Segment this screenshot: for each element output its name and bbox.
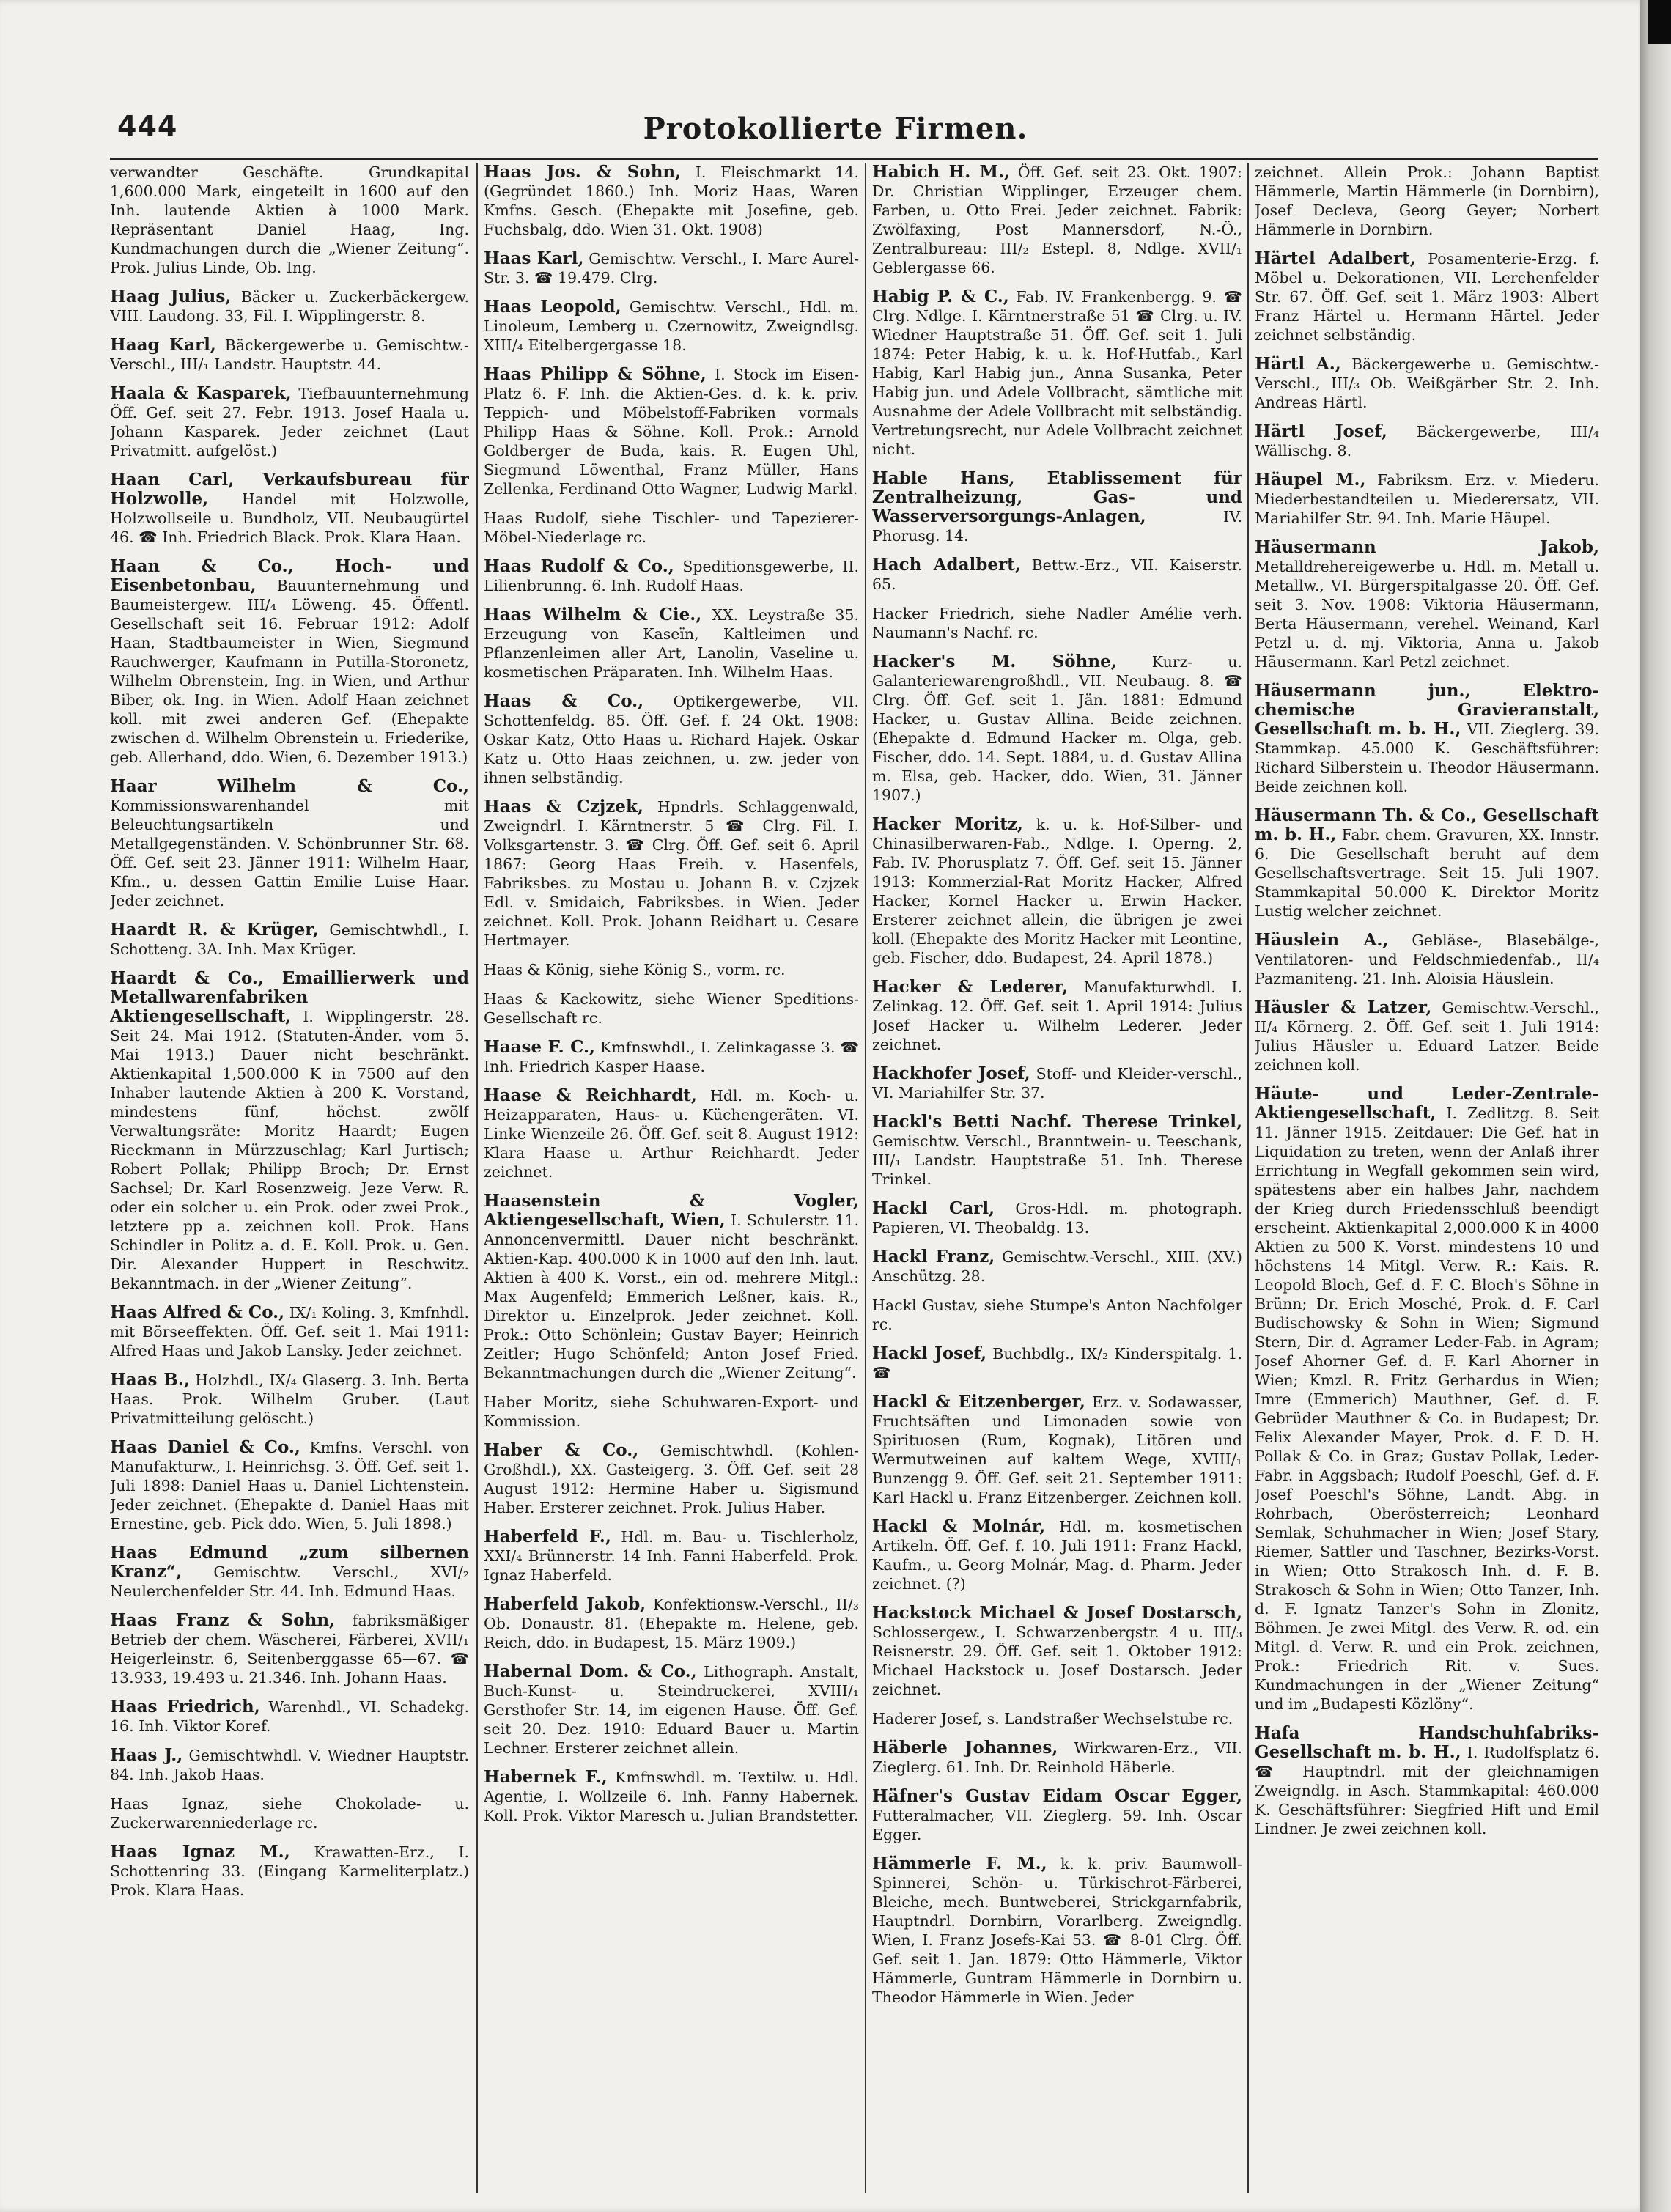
firm-name: Härtl A.,: [1255, 354, 1341, 374]
firm-entry: [872, 556, 1242, 594]
firm-entry: [484, 797, 859, 950]
firm-details: Schlossergew., I. Schwarzenbergstr. 4 u. III/₃ Reisnerstr. 29. Öff. Gef. seit 1. Oktober 1912: Michael Hackstock u. Josef Dostarsch. Jeder zeichnet.: [872, 1623, 1242, 1698]
firm-details: Speditionsgewerbe, II. Lilienbrunng. 6. Inh. Rudolf Haas.: [484, 558, 859, 594]
firm-name: Haas Philipp & Söhne,: [484, 364, 707, 384]
firm-details: VII. Zieglerg. 39. Stammkap. 45.000 K. Geschäftsführer: Richard Silberstein u. Theodor Häusermann. Beide zeichnen koll.: [1255, 720, 1599, 795]
firm-details: Hdl. m. kosmetischen Artikeln. Öff. Gef. f. 10. Juli 1911: Franz Hackl, Kaufm., u. Georg Molnár, Mag. d. Pharm. Jeder zeichnet. (?): [872, 1518, 1242, 1593]
firm-entry: [484, 989, 859, 1028]
firm-details: I. Zedlitzg. 8. Seit 11. Jänner 1915. Zeitdauer: Die Gef. hat in Liquidation zu treten, wenn der Anlaß ihrer Errichtung in Wegfall gekommen sein wird, spätestens aber ein halbes Jahr, nachdem der Krieg durch Friedensschluß beendigt erscheint. Aktienkapital 2,000.000 K in 4000 Aktien zu 500 K. Vorst. mindestens 10 und höchstens 14 Mitgl. Verw. R.: Kais. R. Leopold Bloch, Gef. d. F. C. Bloch's Söhne in Brünn; Dr. Erich Mosché, Prok. d. F. Carl Budischowsky & Sohn in Wien; Sigmund Stern, Dir. d. Agramer Leder-Fab. in Agram; Josef Ahorner Gef. d. F. Karl Ahorner in Wien; Kmzl. R. Fritz Gerhardus in Wien; Imre (Emmerich) Mauthner, Gef. d. F. Gebrüder Mauthner & Co. in Budapest; Dr. Felix Alexander Mayer, Prok. d. F. D. H. Pollak & Co. in Graz; Gustav Pollak, Leder-Fabr. in Aggsbach; Rudolf Poeschl, Gef. d. F. Josef Poeschl's Söhne, Landt. Abg. in Rohrbach, Oberösterreich; Leonhard Semlak, Schuhmacher in Wien; Josef Stary, Riemer, Sattler und Taschner, Bezirks-Vorst. in Wien; Otto Strakosch Inh. d. F. B. Strakosch & Sohn in Wien; Otto Tanzer, Inh. d. F. Ignatz Tanzer's Sohn in Zlonitz, Böhmen. Je zwei Mitgl. des Verw. R. od. ein Mitgl. d. Verw. R. und ein Prok. zeichnen, Prok.: Friedrich Rit. v. Sues. Kundmachungen in der „Wiener Zeitung“ und im „Budapesti Közlöny“.: [1255, 1105, 1599, 1713]
firm-details: Bäckergewerbe u. Gemischtw.-Verschl., III/₁ Landstr. Hauptstr. 44.: [110, 336, 469, 373]
firm-name: Haas Daniel & Co.,: [110, 1437, 300, 1457]
firm-details: Hpndrls. Schlaggenwald, Zweigndrl. I. Kärntnerstr. 5 ☎ Clrg. Fil. I. Volksgartenstr. 3. ☎ Clrg. Öff. Gef. seit 6. April 1867: Georg Haas Freih. v. Hasenfels, Fabriksbes. zu Mostau u. Johann B. v. Czjzek Edl. v. Smidaich, Fabriksbes. in Wien. Jeder zeichnet. Koll. Prok. Johann Reidhart u. Cesare Hertmayer.: [484, 798, 859, 949]
firm-details: k. k. priv. Baumwoll-Spinnerei, Schön- u. Türkischrot-Färberei, Bleiche, mech. Buntweberei, Strickgarnfabrik, Hauptndrl. Dornbirn, Vorarlberg. Zweigndlg. Wien, I. Franz Josefs-Kai 53. ☎ 8-01 Clrg. Öff. Gef. seit 1. Jan. 1879: Otto Hämmerle, Viktor Hämmerle, Guntram Hämmerle in Dornbirn u. Theodor Hämmerle in Wien. Jeder: [872, 1855, 1242, 2006]
firm-details: Konfektionsw.-Verschl., II/₃ Ob. Donaustr. 81. (Ehepakte m. Helene, geb. Reich, ddo. in Budapest, 15. März 1909.): [484, 1596, 859, 1651]
firm-details: zeichnet. Allein Prok.: Johann Baptist Hämmerle, Martin Hämmerle (in Dornbirn), Josef Decleva, Georg Geyer; Norbert Hämmerle in Dornbirn.: [1255, 163, 1599, 238]
firm-entry: [484, 1086, 859, 1181]
firm-entry: [110, 1794, 469, 1832]
firm-name: Haberfeld Jakob,: [484, 1594, 646, 1614]
firm-name: Härtl Josef,: [1255, 421, 1387, 441]
firm-details: Fabr. chem. Gravuren, XX. Innstr. 6. Die Gesellschaft beruht auf dem Gesellschaftsvertrage. Seit 15. Juli 1907. Stammkapital 50.000 K. Direktor Moritz Lustig welcher zeichnet.: [1255, 826, 1599, 920]
firm-details: Hackl Gustav, siehe Stumpe's Anton Nachfolger rc.: [872, 1297, 1242, 1333]
firm-name: Haas Friedrich,: [110, 1697, 260, 1717]
firm-name: Häupel M.,: [1255, 470, 1366, 490]
firm-name: Haan & Co., Hoch- und Eisenbetonbau,: [110, 556, 469, 595]
column-divider: [476, 163, 478, 2193]
firm-details: Öff. Gef. seit 23. Okt. 1907: Dr. Christian Wipplinger, Erzeuger chem. Farben, u. Otto Frei. Jeder zeichnet. Fabrik: Zwölfaxing, Post Mannersdorf, N.-Ö., Zentralbureau: III/₂ Estepl. 8, Ndlge. XVII/₁ Geblergasse 66.: [872, 163, 1242, 276]
firm-name: Haan Carl, Verkaufsbureau für Holzwolle,: [110, 470, 469, 509]
firm-name: Haase & Reichhardt,: [484, 1085, 697, 1105]
firm-name: Haas Edmund „zum silbernen Kranz“,: [110, 1543, 469, 1582]
firm-details: Futteralmacher, VII. Zieglerg. 59. Inh. Oscar Egger.: [872, 1807, 1242, 1843]
firm-name: Haas & Co.,: [484, 691, 644, 711]
firm-entry: [110, 1611, 469, 1687]
firm-details: Buchbdlg., IX/₂ Kinderspitalg. 1. ☎: [872, 1345, 1242, 1382]
firm-details: I. Wipplingerstr. 28. Seit 24. Mai 1912. (Statuten-Änder. vom 5. Mai 1913.) Dauer nicht beschränkt. Aktienkapital 1,500.000 K in 7500 auf den Inhaber lautende Aktien à 200 K. Vorstand, mindestens fünf, höchst. zwölf Verwaltungsräte: Moritz Haardt; Eugen Rieckmann in Mürzzuschlag; Karl Jurtisch; Robert Pollak; Philipp Broch; Dr. Ernst Sachsel; Dr. Karl Rosenzweig. Jeze Verw. R. oder ein solcher u. ein Prok. oder zwei Prok., letztere pp a. zeichnen koll. Prok. Hans Schindler in Politz a. d. E. Koll. Prok. u. Gen. Dir. Alexander Huppert in Reschwitz. Bekanntmach. in der „Wiener Zeitung“.: [110, 1008, 469, 1292]
firm-name: Haber & Co.,: [484, 1440, 639, 1460]
firm-name: Hackl & Molnár,: [872, 1516, 1046, 1536]
firm-entry: [872, 978, 1242, 1054]
firm-details: Kmfns. Verschl. von Manufakturw., I. Heinrichsg. 3. Öff. Gef. seit 1. Juli 1898: Daniel Haas u. Daniel Lichtenstein. Jeder zeichnet. (Ehepakte d. Daniel Haas mit Ernestine, geb. Pick ddo. Wien, 5. Juli 1898.): [110, 1439, 469, 1533]
firm-name: Häusermann Th. & Co., Gesellschaft m. b. H.,: [1255, 805, 1599, 844]
column-3: [872, 163, 1242, 2193]
firm-entry: [110, 777, 469, 910]
firm-name: Hackl Carl,: [872, 1198, 995, 1218]
firm-details: XX. Leystraße 35. Erzeugung von Kaseïn, Kaltleimen und Pflanzenleimen aller Art, Lanolin, Vaseline u. kosmetischen Präparaten. Inh. Wilhelm Haas.: [484, 606, 859, 681]
firm-entry: [1255, 682, 1599, 796]
firm-entry: [484, 605, 859, 682]
firm-details: Gemischtw.-Verschl., XIII. (XV.) Anschützg. 28.: [872, 1248, 1242, 1285]
firm-name: Hable Hans, Etablissement für Zentralheizung, Gas- und Wasserversorgungs-Anlagen,: [872, 468, 1242, 526]
firm-details: I. Stock im Eisen-Platz 6. F. Inh. die Aktien-Ges. d. k. k. priv. Teppich- und Möbelstoff-Fabriken vormals Philipp Haas & Söhne. Koll. Prok.: Arnold Goldberger de Buda, kais. R. Eugen Uhl, Siegmund Löwenthal, Franz Müller, Hans Zellenka, Ferdinand Otto Wagner, Ludwig Markl.: [484, 366, 859, 498]
firm-details: Handel mit Holzwolle, Holzwollseile u. Bundholz, VII. Neubaugürtel 46. ☎ Inh. Friedrich Black. Prok. Klara Haan.: [110, 490, 469, 546]
firm-entry: [110, 557, 469, 767]
firm-entry: [1255, 471, 1599, 528]
firm-name: Hackl Franz,: [872, 1247, 995, 1267]
firm-name: Hafa Handschuhfabriks-Gesellschaft m. b. H.,: [1255, 1723, 1599, 1762]
firm-name: Haas Karl,: [484, 248, 584, 268]
firm-entry: [484, 509, 859, 547]
firm-entry: [1255, 931, 1599, 988]
firm-entry: [110, 1843, 469, 1900]
firm-name: Haas B.,: [110, 1370, 190, 1390]
firm-entry: [110, 1438, 469, 1533]
firm-details: Posamenterie-Erzg. f. Möbel u. Dekorationen, VII. Lerchenfelder Str. 67. Öff. Gef. seit 1. März 1903: Albert Franz Härtel u. Hermann Härtel. Jeder zeichnet selbständig.: [1255, 250, 1599, 344]
firm-details: Kommissionswarenhandel mit Beleuchtungsartikeln und Metallgegenständen. V. Schönbrunner Str. 68. Öff. Gef. seit 23. Jänner 1911: Wilhelm Haar, Kfm., u. dessen Gattin Emilie Luise Haar. Jeder zeichnet.: [110, 797, 469, 910]
firm-entry: [1255, 355, 1599, 412]
firm-entry: [484, 365, 859, 498]
firm-entry: [872, 287, 1242, 459]
firm-details: Gemischtw.-Verschl., II/₄ Körnerg. 2. Öff. Gef. seit 1. Juli 1914: Julius Häusler u. Eduard Latzer. Beide zeichnen koll.: [1255, 999, 1599, 1074]
firm-name: Hackl & Eitzenberger,: [872, 1392, 1085, 1412]
firm-details: Haas Ignaz, siehe Chokolade- u. Zuckerwarenniederlage rc.: [110, 1795, 469, 1832]
firm-name: Habig P. & C.,: [872, 287, 1009, 306]
firm-details: fabriksmäßiger Betrieb der chem. Wäscherei, Färberei, XVII/₁ Heigerleinstr. 6, Seitenberggasse 65—67. ☎ 13.933, 19.493 u. 21.346. Inh. Johann Haas.: [110, 1612, 469, 1686]
firm-details: Hdl. m. Bau- u. Tischlerholz, XXI/₄ Brünnerstr. 14 Inh. Fanni Haberfeld. Prok. Ignaz Haberfeld.: [484, 1528, 859, 1584]
firm-details: Haas & König, siehe König S., vorm. rc.: [484, 961, 786, 978]
firm-entry: [484, 1595, 859, 1652]
firm-entry: [872, 1854, 1242, 2007]
firm-entry: [872, 1739, 1242, 1777]
firm-details: Hdl. m. Koch- u. Heizapparaten, Haus- u. Küchengeräten. VI. Linke Wienzeile 26. Öff. Gef. seit 8. August 1912: Klara Haase u. Arthur Reichhardt. Jeder zeichnet.: [484, 1087, 859, 1181]
firm-details: Bäckergewerbe u. Gemischtw.-Verschl., III/₃ Ob. Weißgärber Str. 2. Inh. Andreas Härtl.: [1255, 355, 1599, 411]
firm-details: Metalldrehereigewerbe u. Hdl. m. Metall u. Metallw., VI. Bürgerspitalgasse 20. Öff. Gef. seit 3. Nov. 1908: Viktoria Häusermann, Berta Häusermann, verehel. Weinand, Karl Petzl u. d. mj. Viktoria, Anna u. Jakob Häusermann. Karl Petzl zeichnet.: [1255, 558, 1599, 671]
page-edge: [1640, 0, 1671, 2212]
firm-details: Holzhdl., IX/₄ Glaserg. 3. Inh. Berta Haas. Prok. Wilhelm Gruber. (Laut Privatmitteilung gelöscht.): [110, 1371, 469, 1427]
firm-details: Gemischtw. Verschl., Hdl. m. Linoleum, Lemberg u. Czernowitz, Zweigndlsg. XIII/₄ Eitelbergergasse 18.: [484, 298, 859, 354]
firm-name: Haas & Czjzek,: [484, 797, 643, 816]
firm-name: Hackhofer Josef,: [872, 1063, 1030, 1083]
firm-name: Hackl's Betti Nachf. Therese Trinkel,: [872, 1112, 1242, 1132]
firm-details: Warenhdl., VI. Schadekg. 16. Inh. Viktor Koref.: [110, 1698, 469, 1735]
firm-details: Bäcker u. Zuckerbäckergew. VIII. Laudong. 33, Fil. I. Wipplingerstr. 8.: [110, 288, 469, 325]
firm-details: Krawatten-Erz., I. Schottenring 33. (Eingang Karmeliterplatz.) Prok. Klara Haas.: [110, 1843, 469, 1899]
firm-details: Gemischtwhdl. V. Wiedner Hauptstr. 84. Inh. Jakob Haas.: [110, 1747, 469, 1783]
firm-name: Hackl Josef,: [872, 1343, 987, 1363]
firm-name: Häusermann jun., Elektro-chemische Gravieranstalt, Gesellschaft m. b. H.,: [1255, 681, 1599, 739]
firm-name: Habernal Dom. & Co.,: [484, 1662, 697, 1681]
firm-name: Häusler & Latzer,: [1255, 998, 1432, 1017]
firm-name: Häuslein A.,: [1255, 930, 1389, 950]
firm-details: Gemischtw. Verschl., Branntwein- u. Teeschank, III/₁ Landstr. Hauptstraße 51. Inh. Therese Trinkel.: [872, 1132, 1242, 1188]
firm-entry: [872, 1296, 1242, 1334]
firm-name: Haag Julius,: [110, 287, 232, 306]
firm-details: Lithograph. Anstalt, Buch-Kunst- u. Steindruckerei, XVIII/₁ Gersthofer Str. 14, im eigenen Hause. Öff. Gef. seit 20. Dez. 1910: Eduard Bauer u. Martin Lechner. Ersterer zeichnet allein.: [484, 1663, 859, 1757]
firm-entry: [110, 921, 469, 959]
firm-entry: [484, 1192, 859, 1382]
firm-details: Kmfnswhdl. m. Textilw. u. Hdl. Agentie, I. Wollzeile 6. Inh. Fanny Habernek. Koll. Prok. Viktor Maresch u. Julian Brandstetter.: [484, 1769, 859, 1824]
firm-entry: [1255, 1724, 1599, 1838]
firm-details: Bäckergewerbe, III/₄ Wällischg. 8.: [1255, 423, 1599, 460]
firm-entry: [484, 163, 859, 239]
firm-entry: [1255, 538, 1599, 671]
firm-entry: [872, 1113, 1242, 1189]
firm-name: Haas Jos. & Sohn,: [484, 163, 682, 182]
firm-entry: [872, 1604, 1242, 1699]
firm-name: Hacker & Lederer,: [872, 977, 1069, 997]
firm-details: I. Schulerstr. 11. Annoncenvermittl. Dauer nicht beschränkt. Aktien-Kap. 400.000 K in 1000 auf den Inh. laut. Aktien à 400 K. Vorst., ein od. mehrere Mitgl.: Max Augenfeld; Emmerich Leßner, kais. R., Direktor u. Einzelprok. Jeder zeichnet. Koll. Prok.: Otto Schönlein; Gustav Bayer; Heinrich Zeitler; Hugo Schönfeld; Anton Josef Fried. Bekanntmachungen durch die „Wiener Zeitung“.: [484, 1212, 859, 1382]
column-4: [1255, 163, 1599, 2193]
firm-details: Bauunternehmung und Baumeistergew. III/₄ Löweng. 45. Öffentl. Gesellschaft seit 16. Februar 1912: Adolf Haan, Stadtbaumeister in Wien, Siegmund Rauchwerger, Kaufmann in Putilla-Storonetz, Wilhelm Obrenstein, Ing. in Wien, und Arthur Biber, ok. Ing. in Wien. Adolf Haan zeichnet koll. mit zwei anderen Gef. (Ehepakte zwischen d. Wilhelm Obrenstein u. Friederike, geb. Allerhand, ddo. Wien, 6. Dezember 1913.): [110, 577, 469, 766]
firm-details: Haas & Kackowitz, siehe Wiener Speditions-Gesellschaft rc.: [484, 990, 859, 1027]
firm-details: Gemischtw. Verschl., XVI/₂ Neulerchenfelder Str. 44. Inh. Edmund Haas.: [110, 1563, 469, 1600]
firm-details: Gemischtwhdl., I. Schotteng. 3A. Inh. Max Krüger.: [110, 921, 469, 958]
firm-details: I. Fleischmarkt 14. (Gegründet 1860.) Inh. Moriz Haas, Waren Kmfns. Gesch. (Ehepakte mit Josefine, geb. Fuchsbalg, ddo. Wien 31. Okt. 1908): [484, 163, 859, 238]
firm-entry: [110, 336, 469, 374]
firm-entry: [110, 1746, 469, 1784]
firm-entry: [872, 1517, 1242, 1593]
firm-details: Gemischtwhdl. (Kohlen-Großhdl.), XX. Gasteigerg. 3. Öff. Gef. seit 28 August 1912: Hermine Haber u. Sigismund Haber. Ersterer zeichnet. Prok. Julius Haber.: [484, 1442, 859, 1516]
firm-details: I. Rudolfsplatz 6. ☎ Hauptndrl. mit der gleichnamigen Zweigndlg. in Asch. Stammkapital: 460.000 K. Geschäftsführer: Siegfried Hift und Emil Lindner. Je zwei zeichnen koll.: [1255, 1744, 1599, 1837]
firm-entry: [484, 298, 859, 355]
firm-details: IV. Phorusg. 14.: [872, 508, 1242, 545]
firm-name: Habich H. M.,: [872, 163, 1010, 182]
firm-name: Haala & Kasparek,: [110, 383, 292, 403]
firm-entry: [484, 249, 859, 287]
firm-entry: [872, 1344, 1242, 1382]
firm-details: Fab. IV. Frankenbergg. 9. ☎ Clrg. Ndlge. I. Kärntnerstraße 51 ☎ Clrg. u. IV. Wiedner Hauptstraße 51. Öff. Gef. seit 1. Juli 1874: Peter Habig, k. u. k. Hof-Hutfab., Karl Habig, Karl Habig jun., Anna Susanka, Peter Habig jun. und Adele Vollbracht, sämtliche mit Ausnahme der Adele Vollbracht mit selbständig. Vertretungsrecht, nur Adele Vollbracht zeichnet nicht.: [872, 288, 1242, 458]
firm-details: k. u. k. Hof-Silber- und Chinasilberwaren-Fab., Ndlge. I. Operng. 2, Fab. IV. Phorusplatz 7. Öff. Gef. seit 15. Jänner 1913: Kommerzial-Rat Moritz Hacker, Alfred Hacker, Kornel Hacker u. Erwin Hacker. Ersterer zeichnet allein, die übrigen je zwei koll. (Ehepakte des Moritz Hacker mit Leontine, geb. Fischer, ddo. Budapest, 24. April 1878.): [872, 816, 1242, 967]
firm-entry: [872, 1393, 1242, 1507]
firm-entry: [872, 1064, 1242, 1102]
firm-entry: [872, 163, 1242, 277]
firm-details: Wirkwaren-Erz., VII. Zieglerg. 61. Inh. Dr. Reinhold Häberle.: [872, 1739, 1242, 1776]
firm-entry: [484, 1393, 859, 1431]
firm-entry: [484, 1527, 859, 1585]
firm-entry: [1255, 422, 1599, 460]
firm-entry: [872, 469, 1242, 545]
firm-details: Haas Rudolf, siehe Tischler- und Tapezierer-Möbel-Niederlage rc.: [484, 509, 859, 546]
column-1: [110, 163, 469, 2193]
firm-name: Haas Rudolf & Co.,: [484, 556, 674, 576]
firm-details: Fabriksm. Erz. v. Miederu. Miederbestandteilen u. Miederersatz, VII. Mariahilfer Str. 94. Inh. Marie Häupel.: [1255, 471, 1599, 527]
firm-name: Härtel Adalbert,: [1255, 248, 1416, 268]
firm-name: Haardt R. & Krüger,: [110, 920, 319, 940]
firm-name: Häfner's Gustav Eidam Oscar Egger,: [872, 1786, 1242, 1806]
firm-details: verwandter Geschäfte. Grundkapital 1,600.000 Mark, eingeteilt in 1600 auf den Inh. lautende Aktien à 1000 Mark. Repräsentant Daniel Haag, Ing. Kundmachungen durch die „Wiener Zeitung“. Prok. Julius Linde, Ob. Ing.: [110, 163, 469, 276]
firm-name: Haase F. C.,: [484, 1037, 596, 1057]
firm-entry: [872, 1787, 1242, 1844]
firm-name: Haberfeld F.,: [484, 1527, 611, 1546]
firm-entry: [110, 287, 469, 325]
firm-name: Hämmerle F. M.,: [872, 1854, 1047, 1873]
firm-name: Habernek F.,: [484, 1767, 608, 1787]
firm-details: Bettw.-Erz., VII. Kaiserstr. 65.: [872, 556, 1242, 593]
firm-details: Gebläse-, Blasebälge-, Ventilatoren- und Feldschmiedenfab., II/₄ Pazmaniteng. 21. Inh. Aloisia Häuslein.: [1255, 932, 1599, 987]
firm-entry: [872, 1199, 1242, 1237]
firm-entry: [1255, 998, 1599, 1074]
firm-entry: [484, 1441, 859, 1517]
page-number: 444: [117, 110, 178, 142]
column-divider: [865, 163, 866, 2193]
firm-entry: [484, 1662, 859, 1758]
column-divider: [1247, 163, 1249, 2193]
firm-name: Hacker Moritz,: [872, 814, 1023, 834]
firm-name: Haas Alfred & Co.,: [110, 1302, 285, 1322]
firm-details: Gros-Hdl. m. photograph. Papieren, VI. Theobaldg. 13.: [872, 1200, 1242, 1236]
firm-name: Haag Karl,: [110, 335, 216, 355]
firm-details: Haber Moritz, siehe Schuhwaren-Export- und Kommission.: [484, 1393, 859, 1430]
firm-details: Stoff- und Kleider-verschl., VI. Mariahilfer Str. 37.: [872, 1065, 1242, 1102]
firm-entry: [1255, 806, 1599, 921]
firm-name: Haas Franz & Sohn,: [110, 1610, 336, 1630]
firm-name: Haar Wilhelm & Co.,: [110, 776, 469, 796]
firm-entry: [110, 384, 469, 460]
firm-details: Optikergewerbe, VII. Schottenfeldg. 85. Öff. Gef. f. 24 Okt. 1908: Oskar Katz, Otto Haas u. Richard Hajek. Oskar Katz u. Otto Haas zeichnen, u. zw. jeder von ihnen selbständig.: [484, 693, 859, 786]
firm-details: Haderer Josef, s. Landstraßer Wechselstube rc.: [872, 1710, 1233, 1728]
firm-entry: [872, 604, 1242, 642]
firm-name: Haasenstein & Vogler, Aktiengesellschaft, Wien,: [484, 1191, 859, 1230]
firm-name: Haardt & Co., Emaillierwerk und Metallwarenfabriken Aktiengesellschaft,: [110, 968, 469, 1026]
firm-name: Haas Leopold,: [484, 297, 621, 317]
firm-name: Haas J.,: [110, 1745, 183, 1765]
firm-details: Kmfnswhdl., I. Zelinkagasse 3. ☎ Inh. Friedrich Kasper Haase.: [484, 1039, 859, 1075]
firm-details: Manufakturwhdl. I. Zelinkag. 12. Öff. Gef. seit 1. April 1914: Julius Josef Hacker u. Wilhelm Lederer. Jeder zeichnet.: [872, 978, 1242, 1053]
firm-entry: [872, 815, 1242, 967]
firm-details: Hacker Friedrich, siehe Nadler Amélie verh. Naumann's Nachf. rc.: [872, 605, 1242, 641]
firm-entry: [110, 969, 469, 1293]
firm-details: Erz. v. Sodawasser, Fruchtsäften und Limonaden sowie von Spirituosen (Rum, Kognak), Litören und Wermutweinen auf kaltem Wege, XVIII/₁ Bunzengg 9. Öff. Gef. seit 21. September 1911: Karl Hackl u. Franz Eitzenberger. Zeichnen koll.: [872, 1393, 1242, 1506]
firm-details: Gemischtw. Verschl., I. Marc Aurel-Str. 3. ☎ 19.479. Clrg.: [484, 250, 859, 287]
firm-details: Kurz- u. Galanteriewarengroßhdl., VII. Neubaug. 8. ☎ Clrg. Öff. Gef. seit 1. Jän. 1881: Edmund Hacker, u. Gustav Allina. Beide zeichnen. (Ehepakte d. Edmund Hacker m. Olga, geb. Fischer, ddo. 14. Sept. 1884, u. d. Gustav Allina m. Elsa, geb. Hacker, ddo. Wien, 31. Jänner 1907.): [872, 653, 1242, 804]
firm-entry: [484, 1768, 859, 1825]
firm-details: Tiefbauunternehmung Öff. Gef. seit 27. Febr. 1913. Josef Haala u. Johann Kasparek. Jeder zeichnet (Laut Privatmitt. aufgelöst.): [110, 385, 469, 460]
firm-entry: [872, 1709, 1242, 1728]
firm-name: Hackstock Michael & Josef Dostarsch,: [872, 1603, 1242, 1623]
firm-name: Haas Ignaz M.,: [110, 1842, 290, 1862]
firm-entry: [110, 1303, 469, 1360]
header-rule: [110, 158, 1598, 160]
firm-name: Haas Wilhelm & Cie.,: [484, 605, 702, 624]
firm-entry: [484, 1038, 859, 1076]
scan-corner: [1648, 0, 1671, 44]
firm-entry: [872, 1247, 1242, 1286]
column-2: [484, 163, 859, 2193]
firm-entry: [1255, 249, 1599, 344]
firm-entry: [1255, 1085, 1599, 1714]
firm-name: Hach Adalbert,: [872, 555, 1021, 575]
firm-entry: [110, 1697, 469, 1736]
firm-entry: [484, 692, 859, 787]
firm-entry: [110, 1371, 469, 1428]
firm-details: IX/₁ Koling. 3, Kmfnhdl. mit Börseeffekten. Öff. Gef. seit 1. Mai 1911: Alfred Haas und Jakob Lansky. Jeder zeichnet.: [110, 1304, 469, 1360]
firm-entry: [110, 163, 469, 277]
firm-name: Häute- und Leder-Zentrale-Aktiengesellschaft,: [1255, 1084, 1599, 1123]
firm-entry: [872, 652, 1242, 805]
firm-entry: [110, 471, 469, 547]
firm-entry: [484, 960, 859, 979]
firm-name: Häusermann Jakob,: [1255, 537, 1599, 557]
firm-name: Häberle Johannes,: [872, 1738, 1058, 1758]
running-head: Protokollierte Firmen.: [643, 111, 1028, 146]
firm-entry: [484, 557, 859, 595]
firm-entry: [1255, 163, 1599, 239]
firm-name: Hacker's M. Söhne,: [872, 652, 1117, 671]
firm-entry: [110, 1544, 469, 1601]
